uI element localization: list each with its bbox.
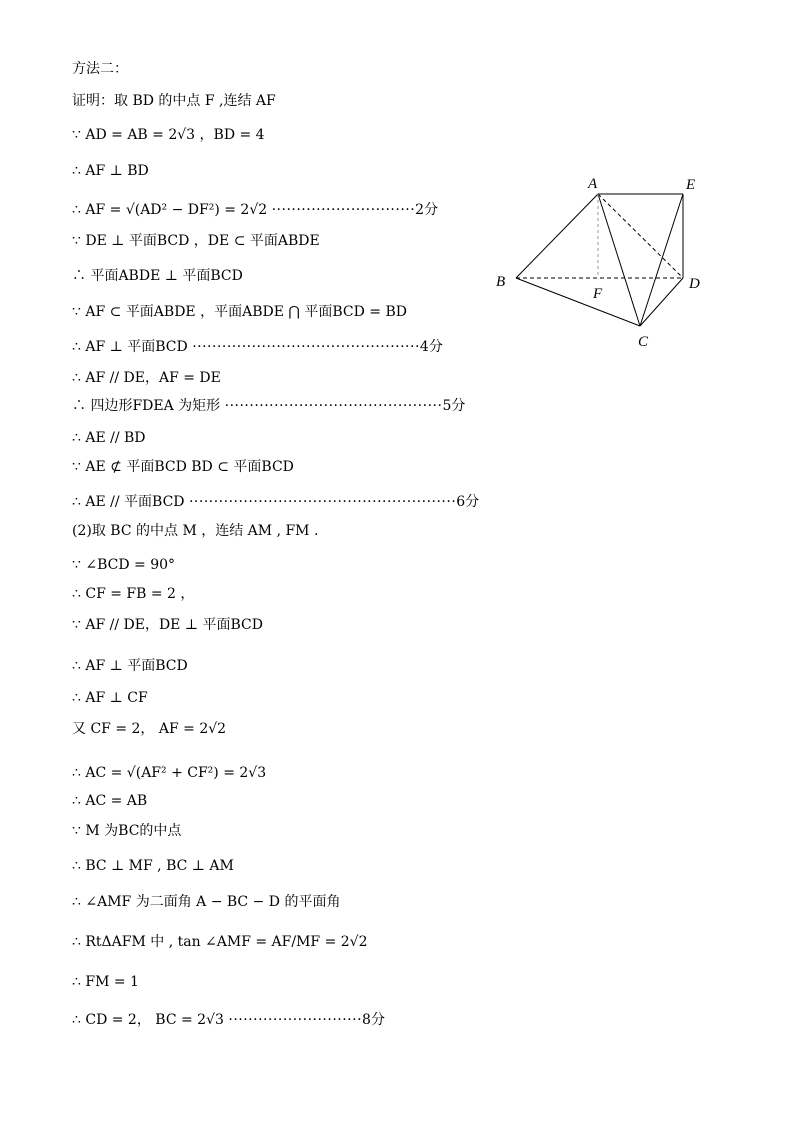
line-19: ∴ AF ⊥ CF bbox=[72, 690, 148, 706]
line-9: ∴ AF // DE，AF = DE bbox=[72, 370, 221, 386]
line-6: ∴ 平面ABDE ⊥ 平面BCD bbox=[72, 268, 243, 284]
label-F: F bbox=[593, 286, 603, 302]
line-17: ∵ AF // DE，DE ⊥ 平面BCD bbox=[72, 617, 263, 633]
label-D: D bbox=[689, 276, 700, 292]
dots: ··························· bbox=[228, 1012, 363, 1028]
line-12: ∵ AE ⊄ 平面BCD BD ⊂ 平面BCD bbox=[72, 459, 294, 475]
line-28 bbox=[72, 1011, 385, 1029]
line-13-text: ∴ AE // 平面BCD bbox=[72, 494, 185, 510]
line-8-text: ∴ AF ⊥ 平面BCD bbox=[72, 339, 188, 355]
line-2: ∵ AD = AB = 2√3 ，BD = 4 bbox=[72, 127, 265, 143]
line-5: ∵ DE ⊥ 平面BCD ，DE ⊂ 平面ABDE bbox=[72, 233, 320, 249]
line-18: ∴ AF ⊥ 平面BCD bbox=[72, 658, 188, 674]
edge-AC bbox=[598, 194, 640, 326]
line-8 bbox=[72, 338, 443, 356]
score-6: 6分 bbox=[456, 494, 480, 510]
dots: ····························· bbox=[271, 202, 416, 218]
line-25: ∴ ∠AMF 为二面角 A − BC − D 的平面角 bbox=[72, 894, 341, 910]
line-22: ∴ AC = AB bbox=[72, 793, 148, 809]
dots: ············································ bbox=[224, 398, 443, 414]
line-1: 证明：取 BD 的中点 F ,连结 AF bbox=[72, 93, 276, 109]
dots: ·············································· bbox=[192, 339, 420, 355]
line-4-text: ∴ AF = √(AD² − DF²) = 2√2 bbox=[72, 202, 268, 218]
edge-CD bbox=[640, 278, 683, 326]
line-11: ∴ AE // BD bbox=[72, 430, 146, 446]
label-A: A bbox=[588, 176, 598, 192]
dots: ······················································ bbox=[188, 494, 457, 510]
line-16: ∴ CF = FB = 2 ， bbox=[72, 586, 195, 602]
label-B: B bbox=[496, 274, 506, 290]
score-4: 4分 bbox=[419, 339, 443, 355]
line-23: ∵ M 为BC的中点 bbox=[72, 823, 182, 839]
geometry-figure bbox=[490, 170, 720, 355]
edge-AB bbox=[516, 194, 598, 278]
line-20: 又 CF = 2， AF = 2√2 bbox=[72, 721, 227, 737]
line-28-text: ∴ CD = 2， BC = 2√3 bbox=[72, 1012, 224, 1028]
line-3: ∴ AF ⊥ BD bbox=[72, 163, 149, 179]
edge-EC bbox=[640, 194, 683, 326]
line-7: ∵ AF ⊂ 平面ABDE ，平面ABDE ⋂ 平面BCD = BD bbox=[72, 304, 407, 320]
score-8: 8分 bbox=[362, 1012, 385, 1028]
line-10-text: ∴ 四边形FDEA 为矩形 bbox=[72, 398, 221, 414]
line-21: ∴ AC = √(AF² + CF²) = 2√3 bbox=[72, 765, 267, 781]
edge-AD-dashed bbox=[598, 194, 683, 278]
line-15: ∵ ∠BCD = 90° bbox=[72, 557, 176, 573]
line-27: ∴ FM = 1 bbox=[72, 974, 139, 990]
score-5: 5分 bbox=[442, 398, 466, 414]
score-2: 2分 bbox=[415, 202, 439, 218]
line-14: (2)取 BC 的中点 M ，连结 AM , FM . bbox=[72, 523, 319, 539]
line-24: ∴ BC ⊥ MF , BC ⊥ AM bbox=[72, 858, 234, 874]
line-26: ∴ RtΔAFM 中 , tan ∠AMF = AF/MF = 2√2 bbox=[72, 934, 368, 950]
line-0: 方法二： bbox=[72, 61, 128, 77]
edge-BC bbox=[516, 278, 640, 326]
label-C: C bbox=[638, 334, 649, 350]
label-E: E bbox=[686, 177, 696, 193]
line-4 bbox=[72, 201, 438, 219]
line-13 bbox=[72, 493, 479, 511]
line-10 bbox=[72, 397, 465, 415]
